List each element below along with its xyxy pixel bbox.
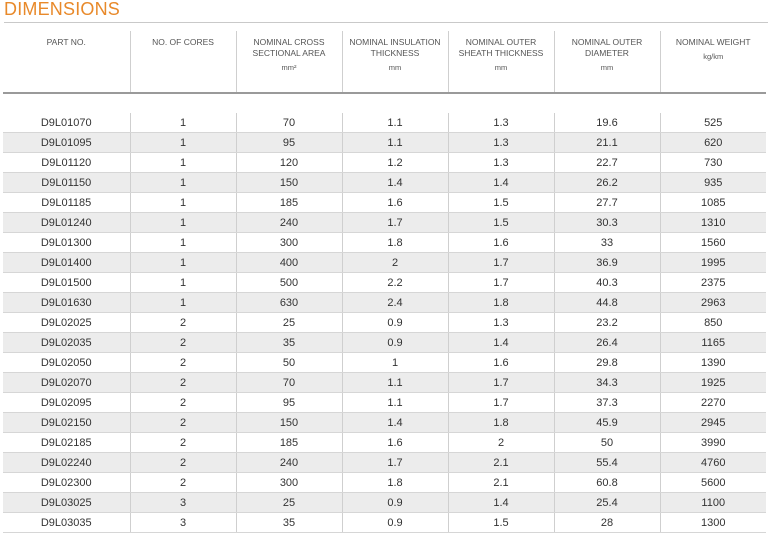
- table-row: [3, 393, 766, 413]
- cell-outer-sheath-thickness: 1.7: [448, 253, 554, 273]
- cell-cross-sectional-area: 185: [236, 433, 342, 453]
- cell-insulation-thickness: 0.9: [342, 513, 448, 533]
- cell-no-of-cores: 2: [130, 413, 236, 433]
- cell-part-no: D9L01095: [3, 133, 130, 153]
- column-header-cross-sectional-area: [236, 31, 342, 93]
- cell-part-no: D9L01185: [3, 193, 130, 213]
- cell-part-no: D9L02185: [3, 433, 130, 453]
- table-row: [3, 313, 766, 333]
- cell-weight: 2270: [660, 393, 766, 413]
- table-row: [3, 213, 766, 233]
- cell-part-no: D9L03025: [3, 493, 130, 513]
- cell-no-of-cores: 1: [130, 113, 236, 133]
- cell-outer-diameter: 22.7: [554, 153, 660, 173]
- cell-outer-sheath-thickness: 1.8: [448, 293, 554, 313]
- cell-part-no: D9L01240: [3, 213, 130, 233]
- cell-outer-diameter: 33: [554, 233, 660, 253]
- cell-outer-diameter: 21.1: [554, 133, 660, 153]
- table-row: [3, 453, 766, 473]
- cell-no-of-cores: 2: [130, 473, 236, 493]
- cell-cross-sectional-area: 240: [236, 453, 342, 473]
- cell-outer-diameter: 26.2: [554, 173, 660, 193]
- cell-outer-diameter: 55.4: [554, 453, 660, 473]
- cell-cross-sectional-area: 25: [236, 313, 342, 333]
- cell-outer-sheath-thickness: 1.6: [448, 353, 554, 373]
- cell-cross-sectional-area: 35: [236, 333, 342, 353]
- cell-no-of-cores: 1: [130, 153, 236, 173]
- cell-cross-sectional-area: 400: [236, 253, 342, 273]
- table-row: [3, 333, 766, 353]
- cell-outer-diameter: 28: [554, 513, 660, 533]
- cell-part-no: D9L01500: [3, 273, 130, 293]
- cell-no-of-cores: 2: [130, 333, 236, 353]
- cell-outer-diameter: 26.4: [554, 333, 660, 353]
- table-row: [3, 153, 766, 173]
- cell-insulation-thickness: 1.6: [342, 193, 448, 213]
- cell-cross-sectional-area: 70: [236, 373, 342, 393]
- cell-outer-diameter: 23.2: [554, 313, 660, 333]
- table-row: [3, 293, 766, 313]
- cell-weight: 2945: [660, 413, 766, 433]
- page-title: DIMENSIONS: [4, 0, 768, 23]
- cell-no-of-cores: 1: [130, 133, 236, 153]
- cell-weight: 1560: [660, 233, 766, 253]
- cell-weight: 1100: [660, 493, 766, 513]
- cell-outer-diameter: 34.3: [554, 373, 660, 393]
- cell-outer-sheath-thickness: 1.3: [448, 153, 554, 173]
- cell-outer-sheath-thickness: 1.8: [448, 413, 554, 433]
- cell-insulation-thickness: 1.1: [342, 393, 448, 413]
- cell-no-of-cores: 1: [130, 173, 236, 193]
- column-header-unit: mm²: [281, 63, 297, 72]
- table-row: [3, 473, 766, 493]
- cell-part-no: D9L01150: [3, 173, 130, 193]
- cell-cross-sectional-area: 240: [236, 213, 342, 233]
- cell-part-no: D9L02150: [3, 413, 130, 433]
- cell-insulation-thickness: 1.8: [342, 473, 448, 493]
- column-header-unit: kg/km: [703, 52, 724, 61]
- cell-weight: 1300: [660, 513, 766, 533]
- cell-outer-diameter: 25.4: [554, 493, 660, 513]
- table-row: [3, 513, 766, 533]
- cell-outer-sheath-thickness: 1.7: [448, 393, 554, 413]
- cell-cross-sectional-area: 95: [236, 393, 342, 413]
- column-header-label: NO. OF CORES: [152, 37, 214, 47]
- cell-weight: 5600: [660, 473, 766, 493]
- column-header-label: NOMINAL WEIGHT: [675, 37, 751, 47]
- cell-weight: 2375: [660, 273, 766, 293]
- cell-outer-sheath-thickness: 1.4: [448, 333, 554, 353]
- cell-part-no: D9L02095: [3, 393, 130, 413]
- cell-outer-sheath-thickness: 1.3: [448, 113, 554, 133]
- cell-no-of-cores: 1: [130, 253, 236, 273]
- cell-cross-sectional-area: 500: [236, 273, 342, 293]
- cell-insulation-thickness: 0.9: [342, 333, 448, 353]
- cell-outer-sheath-thickness: 2: [448, 433, 554, 453]
- cell-outer-diameter: 40.3: [554, 273, 660, 293]
- column-header-unit: mm: [494, 63, 508, 72]
- cell-weight: 1390: [660, 353, 766, 373]
- table-body: [3, 93, 766, 533]
- cell-no-of-cores: 2: [130, 453, 236, 473]
- cell-weight: 935: [660, 173, 766, 193]
- table-row: [3, 113, 766, 133]
- cell-cross-sectional-area: 70: [236, 113, 342, 133]
- column-header-outer-sheath-thickness: [448, 31, 554, 93]
- cell-weight: 850: [660, 313, 766, 333]
- cell-outer-sheath-thickness: 1.6: [448, 233, 554, 253]
- table-row: [3, 173, 766, 193]
- cell-outer-sheath-thickness: 1.7: [448, 273, 554, 293]
- table-row: [3, 193, 766, 213]
- cell-cross-sectional-area: 185: [236, 193, 342, 213]
- cell-weight: 525: [660, 113, 766, 133]
- cell-insulation-thickness: 2: [342, 253, 448, 273]
- cell-insulation-thickness: 1.8: [342, 233, 448, 253]
- table-row: [3, 253, 766, 273]
- cell-no-of-cores: 2: [130, 313, 236, 333]
- table-row: [3, 433, 766, 453]
- cell-outer-sheath-thickness: 1.5: [448, 213, 554, 233]
- cell-weight: 620: [660, 133, 766, 153]
- cell-outer-sheath-thickness: 1.7: [448, 373, 554, 393]
- cell-part-no: D9L02035: [3, 333, 130, 353]
- cell-no-of-cores: 2: [130, 353, 236, 373]
- cell-cross-sectional-area: 50: [236, 353, 342, 373]
- cell-insulation-thickness: 0.9: [342, 313, 448, 333]
- column-header-label: NOMINAL OUTER DIAMETER: [571, 37, 643, 58]
- header-gap: [3, 93, 766, 113]
- cell-insulation-thickness: 1.7: [342, 453, 448, 473]
- cell-insulation-thickness: 2.4: [342, 293, 448, 313]
- cell-outer-diameter: 50: [554, 433, 660, 453]
- cell-insulation-thickness: 1.1: [342, 373, 448, 393]
- cell-part-no: D9L02070: [3, 373, 130, 393]
- cell-cross-sectional-area: 300: [236, 233, 342, 253]
- cell-part-no: D9L01120: [3, 153, 130, 173]
- cell-weight: 4760: [660, 453, 766, 473]
- column-header-weight: [660, 31, 766, 93]
- cell-weight: 730: [660, 153, 766, 173]
- table-row: [3, 353, 766, 373]
- cell-outer-diameter: 37.3: [554, 393, 660, 413]
- cell-weight: 1310: [660, 213, 766, 233]
- cell-no-of-cores: 3: [130, 513, 236, 533]
- cell-part-no: D9L02240: [3, 453, 130, 473]
- cell-cross-sectional-area: 25: [236, 493, 342, 513]
- cell-outer-diameter: 30.3: [554, 213, 660, 233]
- cell-outer-sheath-thickness: 1.3: [448, 133, 554, 153]
- cell-outer-diameter: 27.7: [554, 193, 660, 213]
- table-row: [3, 413, 766, 433]
- column-header-label: NOMINAL INSULATION THICKNESS: [349, 37, 441, 58]
- cell-outer-sheath-thickness: 1.5: [448, 193, 554, 213]
- column-header-label: NOMINAL CROSS SECTIONAL AREA: [252, 37, 326, 58]
- cell-no-of-cores: 1: [130, 293, 236, 313]
- column-header-no-of-cores: [130, 31, 236, 93]
- cell-insulation-thickness: 1.6: [342, 433, 448, 453]
- cell-weight: 3990: [660, 433, 766, 453]
- cell-insulation-thickness: 0.9: [342, 493, 448, 513]
- cell-cross-sectional-area: 120: [236, 153, 342, 173]
- cell-outer-sheath-thickness: 2.1: [448, 453, 554, 473]
- cell-cross-sectional-area: 300: [236, 473, 342, 493]
- cell-no-of-cores: 1: [130, 273, 236, 293]
- cell-outer-sheath-thickness: 1.3: [448, 313, 554, 333]
- cell-no-of-cores: 3: [130, 493, 236, 513]
- cell-part-no: D9L03035: [3, 513, 130, 533]
- cell-insulation-thickness: 1.1: [342, 133, 448, 153]
- column-header-label: NOMINAL OUTER SHEATH THICKNESS: [458, 37, 544, 58]
- cell-part-no: D9L02300: [3, 473, 130, 493]
- cell-outer-diameter: 45.9: [554, 413, 660, 433]
- cell-outer-diameter: 19.6: [554, 113, 660, 133]
- column-header-unit: mm: [600, 63, 614, 72]
- cell-part-no: D9L01070: [3, 113, 130, 133]
- cell-outer-diameter: 36.9: [554, 253, 660, 273]
- column-header-unit: mm: [388, 63, 402, 72]
- column-header-outer-diameter: [554, 31, 660, 93]
- cell-cross-sectional-area: 35: [236, 513, 342, 533]
- cell-outer-sheath-thickness: 1.4: [448, 173, 554, 193]
- cell-part-no: D9L01630: [3, 293, 130, 313]
- table-row: [3, 133, 766, 153]
- table-row: [3, 373, 766, 393]
- dimensions-table: [3, 31, 766, 533]
- cell-cross-sectional-area: 150: [236, 413, 342, 433]
- cell-cross-sectional-area: 630: [236, 293, 342, 313]
- table-row: [3, 273, 766, 293]
- header-row: [3, 31, 766, 93]
- cell-no-of-cores: 2: [130, 433, 236, 453]
- cell-insulation-thickness: 1: [342, 353, 448, 373]
- cell-weight: 1165: [660, 333, 766, 353]
- cell-outer-sheath-thickness: 2.1: [448, 473, 554, 493]
- column-header-part-no: [3, 31, 130, 93]
- cell-weight: 1995: [660, 253, 766, 273]
- cell-part-no: D9L01300: [3, 233, 130, 253]
- cell-no-of-cores: 1: [130, 193, 236, 213]
- cell-weight: 1925: [660, 373, 766, 393]
- cell-no-of-cores: 2: [130, 373, 236, 393]
- cell-outer-diameter: 44.8: [554, 293, 660, 313]
- table-row: [3, 493, 766, 513]
- cell-insulation-thickness: 1.4: [342, 173, 448, 193]
- cell-outer-diameter: 60.8: [554, 473, 660, 493]
- cell-no-of-cores: 1: [130, 233, 236, 253]
- cell-insulation-thickness: 1.4: [342, 413, 448, 433]
- cell-outer-sheath-thickness: 1.4: [448, 493, 554, 513]
- cell-outer-diameter: 29.8: [554, 353, 660, 373]
- cell-insulation-thickness: 1.7: [342, 213, 448, 233]
- cell-weight: 2963: [660, 293, 766, 313]
- cell-outer-sheath-thickness: 1.5: [448, 513, 554, 533]
- cell-insulation-thickness: 1.1: [342, 113, 448, 133]
- cell-cross-sectional-area: 150: [236, 173, 342, 193]
- cell-part-no: D9L01400: [3, 253, 130, 273]
- column-header-insulation-thickness: [342, 31, 448, 93]
- cell-weight: 1085: [660, 193, 766, 213]
- cell-cross-sectional-area: 95: [236, 133, 342, 153]
- cell-part-no: D9L02050: [3, 353, 130, 373]
- cell-insulation-thickness: 1.2: [342, 153, 448, 173]
- cell-no-of-cores: 2: [130, 393, 236, 413]
- cell-no-of-cores: 1: [130, 213, 236, 233]
- cell-insulation-thickness: 2.2: [342, 273, 448, 293]
- cell-part-no: D9L02025: [3, 313, 130, 333]
- column-header-label: PART NO.: [46, 37, 86, 47]
- table-row: [3, 233, 766, 253]
